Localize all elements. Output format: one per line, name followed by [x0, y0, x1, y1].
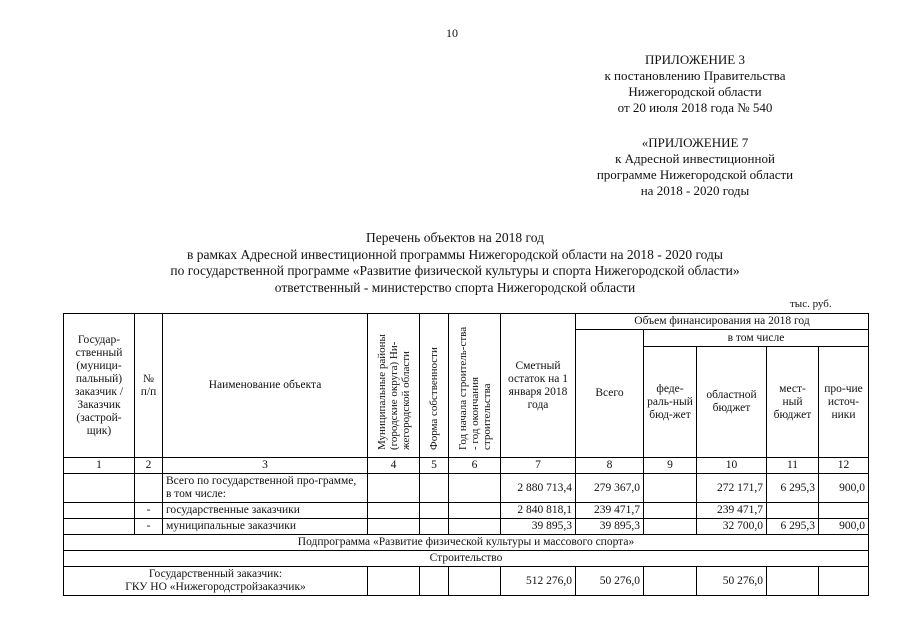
- row-total: 279 367,0: [576, 474, 644, 503]
- row-total: 239 471,7: [576, 503, 644, 519]
- col-number: 7: [501, 458, 576, 474]
- row-federal: [644, 474, 697, 503]
- appendix-3-line4: от 20 июля 2018 года № 540: [617, 100, 773, 115]
- col-number: 3: [163, 458, 368, 474]
- header-ownership: Форма собственности: [428, 346, 440, 450]
- col-number: 9: [644, 458, 697, 474]
- customer-label: Государственный заказчик:: [148, 568, 283, 580]
- row-local: 6 295,3: [767, 474, 819, 503]
- col-number: 6: [449, 458, 501, 474]
- row-regional: 32 700,0: [697, 519, 767, 535]
- appendix-7-line4: на 2018 - 2020 годы: [640, 183, 750, 198]
- col-number: 4: [368, 458, 420, 474]
- row-regional: 50 276,0: [697, 567, 767, 596]
- appendix-7-block: [560, 135, 830, 199]
- objects-table: [63, 313, 869, 596]
- subprogram-heading: Подпрограмма «Развитие физической культуры и массового спорта»: [64, 535, 869, 551]
- row-local: [767, 567, 819, 596]
- row-estimate: 512 276,0: [501, 567, 576, 596]
- customer-cell: [64, 567, 368, 596]
- col-number: 8: [576, 458, 644, 474]
- row-name: государственные заказчики: [163, 503, 368, 519]
- header-years-cell: [449, 314, 501, 458]
- header-municipal: Муниципальные районы (городские округа) Ни-жегородской области: [375, 333, 412, 450]
- row-local: [767, 503, 819, 519]
- col-number: 1: [64, 458, 135, 474]
- row-federal: [644, 503, 697, 519]
- col-number: 11: [767, 458, 819, 474]
- title-line-4: ответственный - министерство спорта Нижегородской области: [274, 279, 636, 295]
- header-object-name: Наименование объекта: [163, 314, 368, 458]
- header-num: № п/п: [135, 314, 163, 458]
- row-estimate: 2 880 713,4: [501, 474, 576, 503]
- header-federal: феде-раль-ный бюд-жет: [644, 347, 697, 458]
- header-local: мест-ный бюджет: [767, 347, 819, 458]
- page-number: 10: [446, 26, 458, 40]
- header-financing: Объем финансирования на 2018 год: [576, 314, 869, 330]
- table-row-state: [64, 503, 869, 519]
- header-customer: Государ-ственный (муници-пальный) заказчик / Заказчик (застрой-щик): [64, 314, 135, 458]
- row-other: [819, 503, 869, 519]
- header-including: в том числе: [644, 330, 869, 347]
- appendix-3-title: ПРИЛОЖЕНИЕ 3: [645, 52, 745, 67]
- row-other: [819, 567, 869, 596]
- row-estimate: 39 895,3: [501, 519, 576, 535]
- header-municipal-cell: [368, 314, 420, 458]
- col-number: 2: [135, 458, 163, 474]
- header-regional: областной бюджет: [697, 347, 767, 458]
- appendix-3-block: [560, 52, 830, 116]
- row-num: -: [135, 519, 163, 535]
- row-regional: 272 171,7: [697, 474, 767, 503]
- row-estimate: 2 840 818,1: [501, 503, 576, 519]
- table-row-municipal: [64, 519, 869, 535]
- header-ownership-cell: [420, 314, 449, 458]
- header-other: про-чие источ-ники: [819, 347, 869, 458]
- appendix-7-line2: к Адресной инвестиционной: [615, 151, 775, 166]
- row-name: муниципальные заказчики: [163, 519, 368, 535]
- column-numbers-row: [64, 458, 869, 474]
- customer-name: ГКУ НО «Нижегородстройзаказчик»: [125, 581, 306, 593]
- header-estimate: Сметный остаток на 1 января 2018 года: [501, 314, 576, 458]
- row-regional: 239 471,7: [697, 503, 767, 519]
- appendix-3-line2: к постановлению Правительства: [604, 68, 786, 83]
- row-num: -: [135, 503, 163, 519]
- construction-heading: Строительство: [64, 551, 869, 567]
- table-row-construction: [64, 551, 869, 567]
- appendix-7-title: «ПРИЛОЖЕНИЕ 7: [641, 135, 749, 150]
- row-name: Всего по государственной про-грамме, в том числе:: [163, 474, 368, 503]
- table-row-total: [64, 474, 869, 503]
- row-federal: [644, 519, 697, 535]
- row-other: 900,0: [819, 519, 869, 535]
- row-other: 900,0: [819, 474, 869, 503]
- row-total: 50 276,0: [576, 567, 644, 596]
- appendix-3-line3: Нижегородской области: [628, 84, 762, 99]
- row-federal: [644, 567, 697, 596]
- appendix-7-line3: программе Нижегородской области: [596, 167, 794, 182]
- table-row-subprogram: [64, 535, 869, 551]
- title-line-3: по государственной программе «Развитие физической культуры и спорта Нижегородской области»: [170, 263, 740, 278]
- col-number: 12: [819, 458, 869, 474]
- header-years: Год начала строитель-ства - год окончания строительства: [456, 326, 493, 450]
- header-total: Всего: [576, 330, 644, 458]
- col-number: 10: [697, 458, 767, 474]
- title-line-1: Перечень объектов на 2018 год: [366, 230, 544, 245]
- document-title: [60, 230, 850, 296]
- table-row-customer: [64, 567, 869, 596]
- title-line-2: в рамках Адресной инвестиционной программы Нижегородской области на 2018 - 2020 годы: [187, 246, 723, 262]
- row-local: 6 295,3: [767, 519, 819, 535]
- col-number: 5: [420, 458, 449, 474]
- units-label: тыс. руб.: [790, 298, 832, 310]
- row-total: 39 895,3: [576, 519, 644, 535]
